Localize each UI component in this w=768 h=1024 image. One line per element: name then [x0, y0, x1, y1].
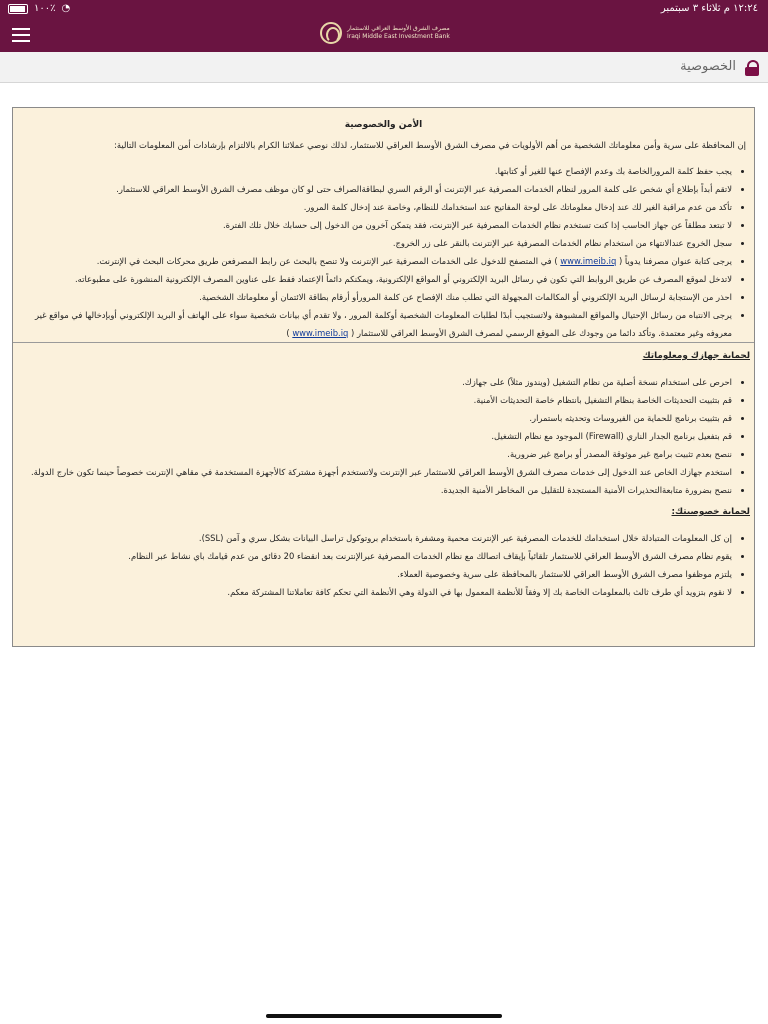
bank-name-english: Iraqi Middle East Investment Bank — [347, 33, 450, 40]
list-item: • استخدم جهازك الخاص عند الدخول إلى خدمات مصرف الشرق الأوسط العراقي للاستثمار عبر الإنترنت ولاتستخدم أجهزة مشتركة كالأجهزة المستخدمة في مقاهي الإنترنت خصوصاً حينما تكون خارج الدولة. — [17, 463, 732, 481]
list-item: • احذر من الإستجابة لرسائل البريد الإلكتروني أو المكالمات المجهولة التي تطلب منك الإفصاح عن كلمة المرورأو أرقام بطاقة الائتمان أو معلوماتك الشخصية. — [17, 288, 732, 306]
page-title: الخصوصية — [680, 59, 736, 74]
url-prefix: يرجى كتابة عنوان مصرفنا يدوياً ( — [618, 256, 732, 266]
fraud-list-item — [17, 306, 732, 342]
status-left — [8, 3, 70, 14]
list-item: • سجل الخروج عندالانتهاء من استخدام نظام الخدمات المصرفية عبر الإنترنت بالنقر على زر الخروج. — [17, 234, 732, 252]
status-bar — [0, 0, 768, 20]
fraud-text-end: ) — [286, 328, 290, 338]
bank-name — [347, 25, 450, 41]
home-indicator[interactable] — [266, 1014, 502, 1018]
url-suffix: ) في المتصفح للدخول على الخدمات المصرفية عبر الإنترنت ولا تنصح بالبحث عن رابط المصرفعن طريق محركات البحث في الإنترنت. — [96, 256, 558, 266]
intro-text: إن المحافظة على سرية وأمن معلوماتك الشخصية من أهم الأولويات في مصرف الشرق الأوسط العراقي للاستثمار، لذلك نوصي عملائنا الكرام بالالتزام بإرشادات أمن المعلومات التالية: — [114, 140, 746, 150]
lock-icon — [745, 60, 759, 76]
privacy-heading: لحماية خصوصيتك: — [671, 507, 750, 517]
status-time-date — [661, 3, 758, 14]
url-list-item — [17, 252, 732, 270]
list-item: • قم بتثبيت التحديثات الخاصة بنظام التشغيل بانتظام خاصة التحديثات الأمنية. — [17, 391, 732, 409]
list-item: • ننصح بضرورة متابعةالتحذيرات الأمنية المستجدة للتقليل من المخاطر الأمنية الجديدة. — [17, 481, 732, 499]
menu-line-icon — [12, 28, 30, 30]
list-item: • لا تبتعد مطلقاً عن جهاز الحاسب إذا كنت تستخدم نظام الخدمات المصرفية عبر الإنترنت، فقد يتمكن آخرون من الدخول إلى حسابك خلال تلك الفترة. — [17, 216, 732, 234]
imeib-official-link[interactable]: www.imeib.iq — [292, 328, 349, 338]
wifi-icon: ◔ — [61, 3, 71, 14]
list-item: • تأكد من عدم مراقبة الغير لك عند إدخال معلوماتك على لوحة المفاتيح عند استخدامك للنظام، وخاصة عند إدخال كلمة المرور. — [17, 198, 732, 216]
menu-line-icon — [12, 40, 30, 42]
bank-name-arabic: مصرف الشرق الأوسط العراقي للاستثمار — [347, 25, 450, 32]
list-item: • ننصح بعدم تثبيت برامج غير موثوقة المصدر أو برامج غير ضرورية. — [17, 445, 732, 463]
battery-percentage: ١٠٠٪ — [34, 3, 56, 14]
device-heading: لحماية جهازك ومعلوماتك — [642, 351, 750, 361]
list-item: • يلتزم موظفوا مصرف الشرق الأوسط العراقي للاستثمار بالمحافظة على سرية وخصوصية العملاء. — [17, 565, 732, 583]
privacy-list — [13, 529, 754, 601]
content-title: الأمن والخصوصية — [344, 120, 423, 130]
battery-icon — [8, 4, 28, 14]
privacy-section — [13, 499, 754, 601]
status-time: ١٢:٢٤ م — [723, 3, 758, 14]
status-date: ثلاثاء ٣ سبتمبر — [660, 3, 721, 14]
page-titlebar — [0, 52, 768, 83]
list-item: • لاتدخل لموقع المصرف عن طريق الروابط التي تكون في رسائل البريد الإلكتروني أو المواقع الإلكترونية، ويمكنكم دائماً الإعتماد فقط على عناوين المصرف الإلكترونية المنشورة على مطبوعاته. — [17, 270, 732, 288]
list-item: • قم بتفعيل برنامج الجدار الناري (Firewall) الموجود مع نظام التشغيل. — [17, 427, 732, 445]
menu-button[interactable] — [12, 28, 30, 42]
security-list — [13, 162, 754, 342]
menu-line-icon — [12, 34, 30, 36]
list-item: • يجب حفظ كلمة المرورالخاصة بك وعدم الإفصاح عنها للغير أو كتابتها. — [17, 162, 732, 180]
list-item: • قم بتثبيت برنامج للحماية من الفيروسات وتحديثه باستمرار. — [17, 409, 732, 427]
device-list — [13, 373, 754, 499]
list-item: • احرص على استخدام نسخة أصلية من نظام التشغيل (ويندوز مثلاً) على جهازك. — [17, 373, 732, 391]
list-item: • إن كل المعلومات المتبادلة خلال استخدامك للخدمات المصرفية عبر الإنترنت محمية ومشفرة باستخدام بروتوكول تراسل البيانات بشكل سري و آمن (SSL). — [17, 529, 732, 547]
list-item: • يقوم نظام مصرف الشرق الأوسط العراقي للاستثمار تلقائياً بإيقاف اتصالك مع نظام الخدمات المصرفية عبرالإنترنت بعد انقضاء 20 دقائق من عدم قيامك باي نشاط عبر النظام. — [17, 547, 732, 565]
fraud-text: يرجى الانتباه من رسائل الإحتيال والمواقع المشبوهة ولاتستجيب أبدًا لطلبات المعلومات الشخصية أوكلمة المرور ، ولا تقدم أي بيانات شخصية سواء على الهاتف أو البريد الإلكتروني أوبإدخالها في مواقع غير معروفه وغير معتمدة. وتأكد دائما من وجودك على الموقع الرسمي لمصرف الشرق الأوسط العراقي للاستثمار ( — [34, 310, 732, 338]
privacy-content-panel — [12, 107, 755, 647]
list-item: • لا نقوم بتزويد أي طرف ثالث بالمعلومات الخاصة بك إلا وفقاً للأنظمة المعمول بها في الدولة وهي الأنظمة التي تحكم كافة تعاملاتنا المشتركة معكم. — [17, 583, 732, 601]
bank-emblem-icon — [320, 22, 342, 44]
list-item: • لاتقم أبداً بإطلاع أي شخص على كلمة المرور لنظام الخدمات المصرفية عبر الإنترنت أو الرقم السري لبطاقةالصراف حتى لو كان موظف مصرف الشرق الأوسط العراقي للاستثمار. — [17, 180, 732, 198]
bank-logo — [320, 22, 450, 44]
imeib-link[interactable]: www.imeib.iq — [560, 256, 617, 266]
device-section — [13, 342, 754, 499]
app-header — [0, 20, 768, 52]
